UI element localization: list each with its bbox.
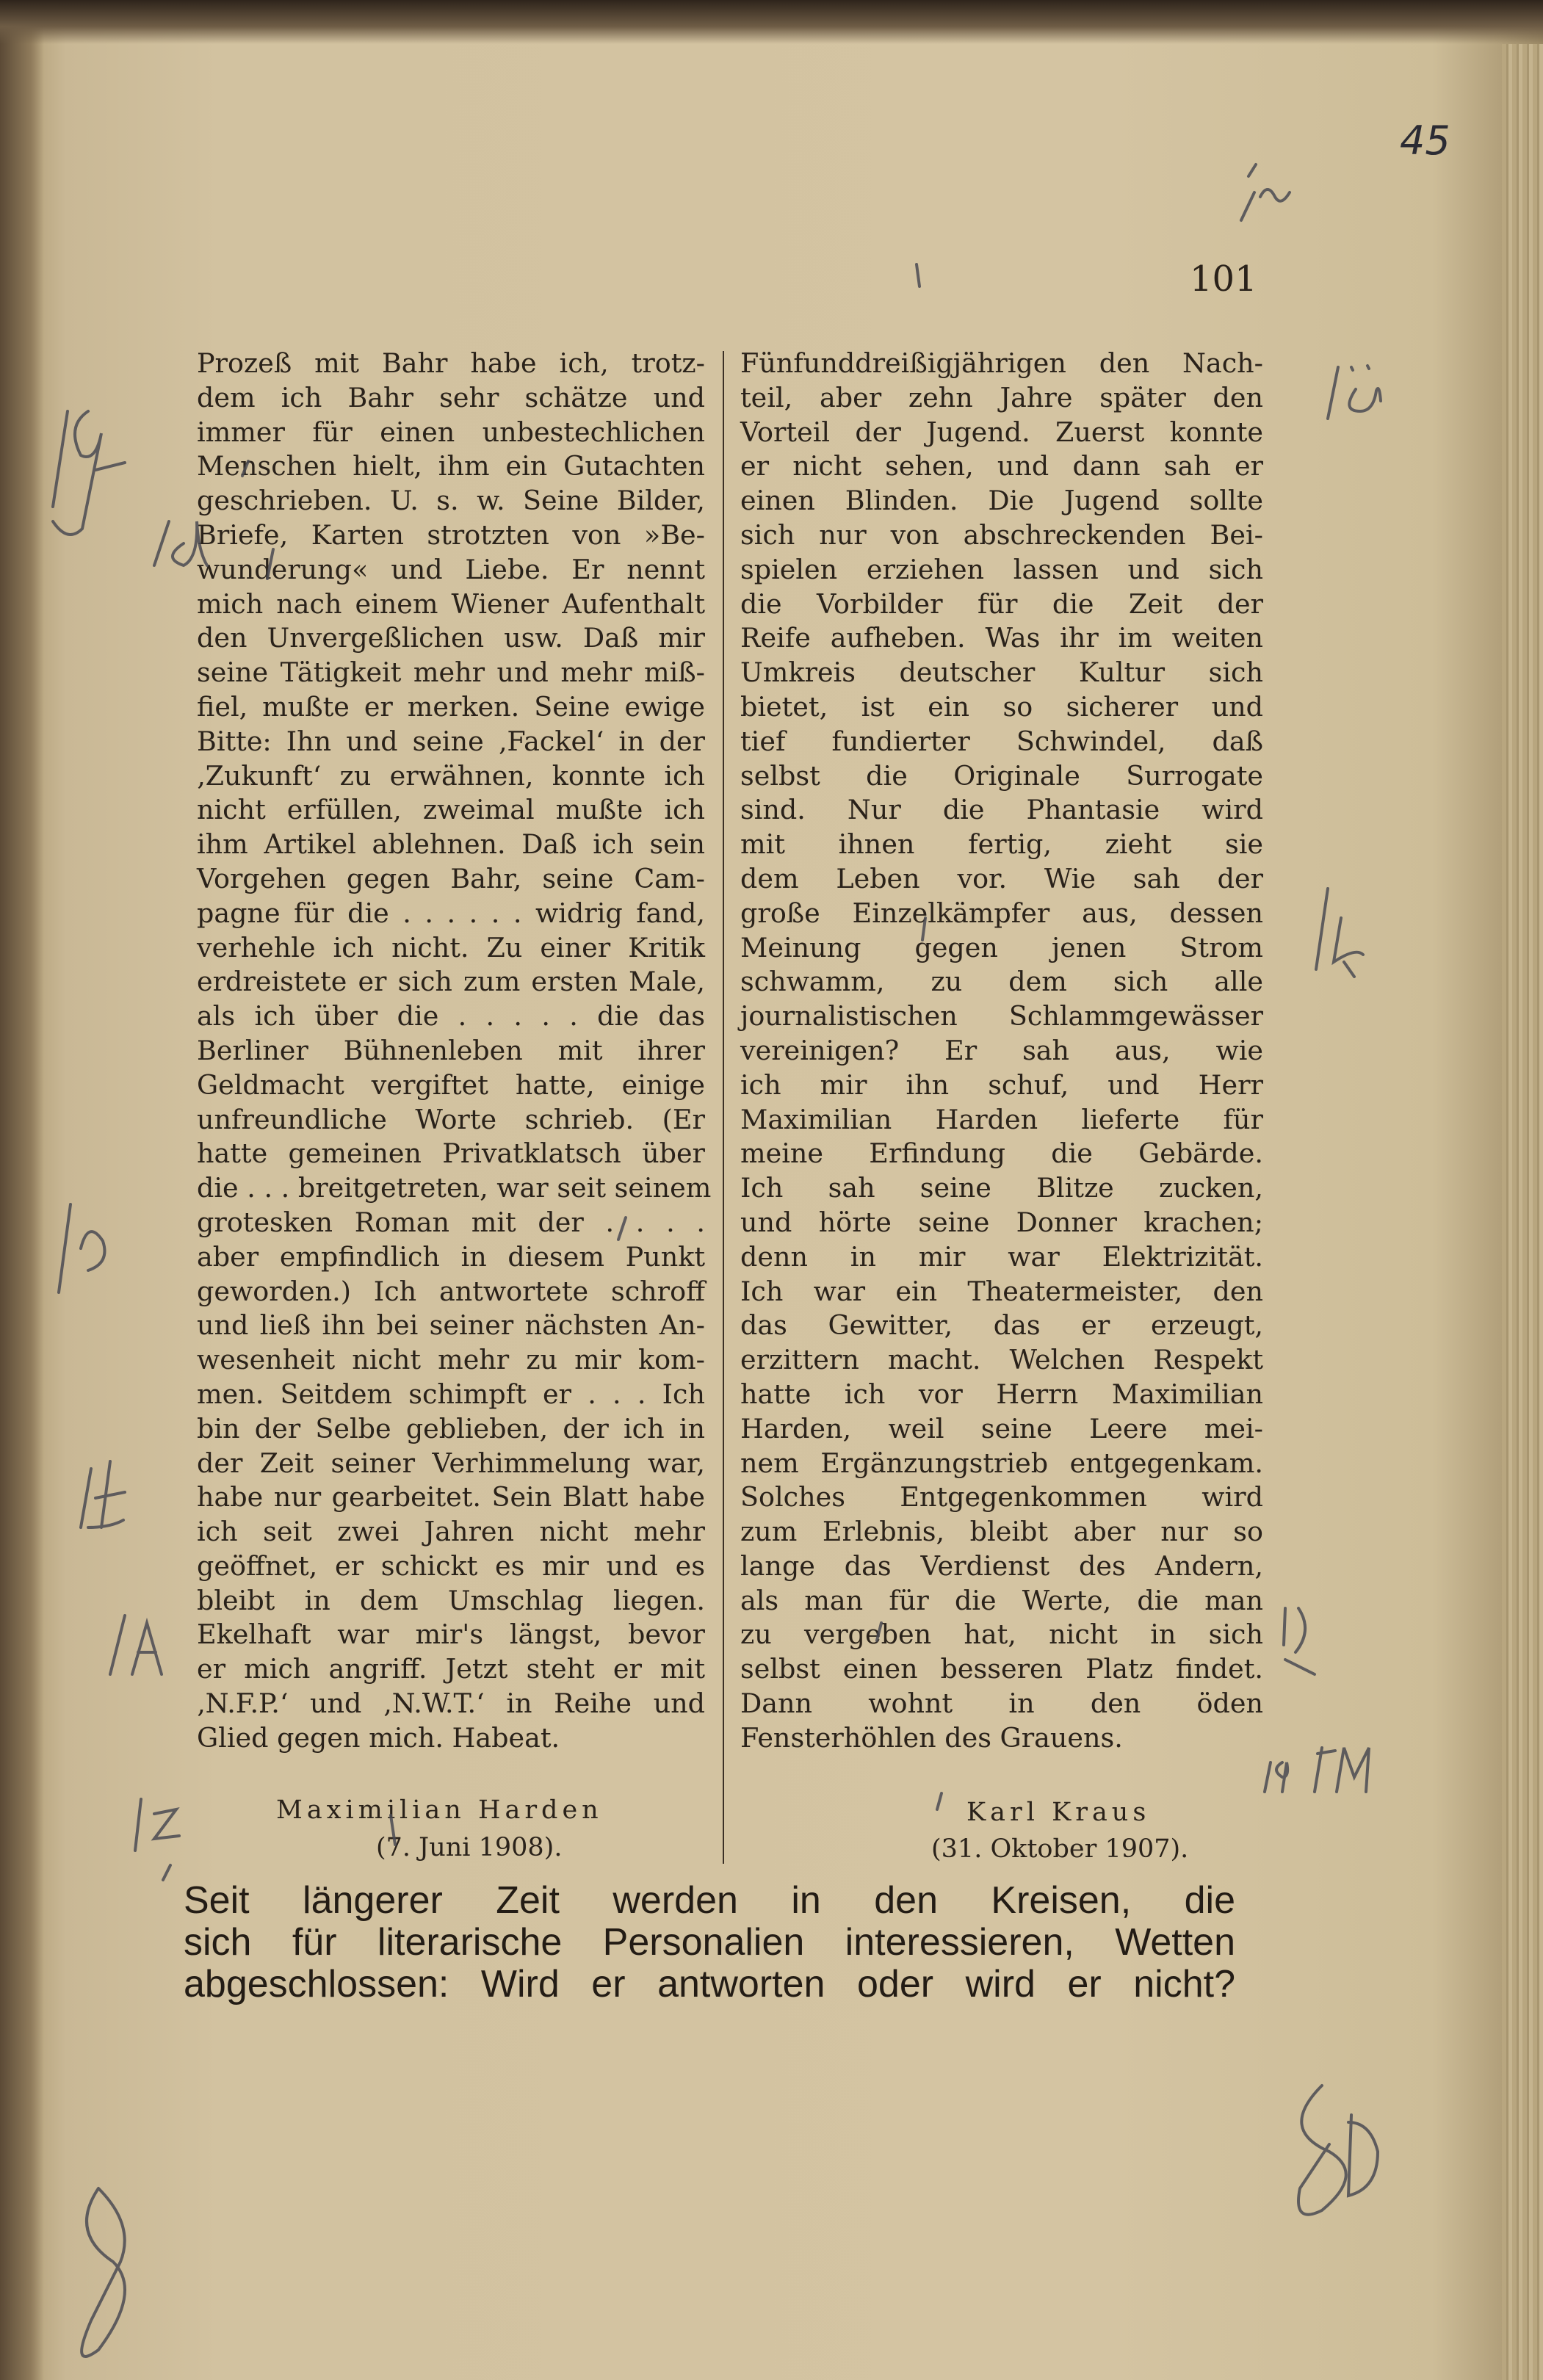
left-line: hatte gemeinen Privatklatsch über (197, 1137, 705, 1170)
closing-paragraph-line: abgeschlossen: Wird er antworten oder wird er nicht? (184, 1963, 1235, 2005)
left-line: wunderung« und Liebe. Er nennt (197, 553, 705, 585)
left-line: unfreundliche Worte schrieb. (Er (197, 1103, 705, 1135)
right-date: (31. Oktober 1907). (931, 1834, 1189, 1864)
right-line: große Einzelkämpfer aus, dessen (740, 897, 1263, 929)
left-line: erdreistete er sich zum ersten Male, (197, 966, 705, 998)
closing-paragraph-line: Seit längerer Zeit werden in den Kreisen, die (184, 1879, 1235, 1922)
left-line: nicht erfüllen, zweimal mußte ich (197, 794, 705, 826)
right-line: journalistischen Schlammgewässer (740, 1000, 1263, 1032)
left-line: ‚Zukunft‘ zu erwähnen, konnte ich (197, 759, 705, 792)
left-line: dem ich Bahr sehr schätze und (197, 381, 705, 413)
left-line: Glied gegen mich. Habeat. (197, 1721, 560, 1754)
left-line: er mich angriff. Jetzt steht er mit (197, 1653, 705, 1685)
left-line: Vorgehen gegen Bahr, seine Cam- (197, 862, 705, 894)
right-line: zu vergeben hat, nicht in sich (740, 1618, 1263, 1651)
right-line: Fensterhöhlen des Grauens. (740, 1721, 1123, 1754)
right-line: meine Erfindung die Gebärde. (740, 1137, 1263, 1170)
left-line: seine Tätigkeit mehr und mehr miß- (197, 657, 705, 689)
left-line: den Unvergeßlichen usw. Daß mir (197, 622, 705, 654)
right-line: spielen erziehen lassen und sich (740, 553, 1263, 585)
right-line: Dann wohnt in den öden (740, 1688, 1263, 1720)
left-line: als ich über die . . . . . die das (197, 1000, 705, 1032)
left-line: mich nach einem Wiener Aufenthalt (197, 587, 705, 620)
left-line: Menschen hielt, ihm ein Gutachten (197, 450, 705, 482)
left-line: Berliner Bühnenleben mit ihrer (197, 1034, 705, 1066)
right-line: erzittern macht. Welchen Respekt (740, 1344, 1263, 1376)
left-line: Bitte: Ihn und seine ‚Fackel‘ in der (197, 725, 705, 757)
right-line: Maximilian Harden lieferte für (740, 1103, 1263, 1135)
right-signature: Karl Kraus (966, 1798, 1151, 1827)
right-line: das Gewitter, das er erzeugt, (740, 1309, 1263, 1342)
right-line: er nicht sehen, und dann sah er (740, 450, 1263, 482)
left-line: verhehle ich nicht. Zu einer Kritik (197, 931, 705, 963)
page-number: 101 (1190, 258, 1257, 300)
right-line: Ich war ein Theatermeister, den (740, 1275, 1263, 1307)
right-line: lange das Verdienst des Andern, (740, 1549, 1263, 1582)
left-line: ich seit zwei Jahren nicht mehr (197, 1516, 705, 1548)
right-line: einen Blinden. Die Jugend sollte (740, 485, 1263, 517)
right-line: Umkreis deutscher Kultur sich (740, 657, 1263, 689)
right-line: Vorteil der Jugend. Zuerst konnte (740, 416, 1263, 448)
right-line: Ich sah seine Blitze zucken, (740, 1172, 1263, 1204)
right-line: bietet, ist ein so sicherer und (740, 690, 1263, 723)
right-line: nem Ergänzungstrieb entgegenkam. (740, 1447, 1263, 1479)
right-line: dem Leben vor. Wie sah der (740, 862, 1263, 894)
left-line: immer für einen unbestechlichen (197, 416, 705, 448)
left-line: geworden.) Ich antwortete schroff (197, 1275, 705, 1307)
right-line: Meinung gegen jenen Strom (740, 931, 1263, 963)
left-line: fiel, mußte er merken. Seine ewige (197, 690, 705, 723)
left-line: ihm Artikel ablehnen. Daß ich sein (197, 828, 705, 861)
right-line: denn in mir war Elektrizität. (740, 1240, 1263, 1273)
right-line: sind. Nur die Phantasie wird (740, 794, 1263, 826)
left-signature: Maximilian Harden (276, 1795, 603, 1825)
archive-number: 45 (1400, 117, 1450, 164)
right-line: sich nur von abschreckenden Bei- (740, 518, 1263, 551)
left-line: die . . . breitgetreten, war seit seinem (197, 1172, 712, 1204)
left-line: Prozeß mit Bahr habe ich, trotz- (197, 347, 705, 379)
left-line: Ekelhaft war mir's längst, bevor (197, 1618, 705, 1651)
right-line: vereinigen? Er sah aus, wie (740, 1034, 1263, 1066)
left-line: und ließ ihn bei seiner nächsten An- (197, 1309, 705, 1342)
closing-paragraph-line: sich für literarische Personalien interessieren, Wetten (184, 1921, 1235, 1964)
right-line: ich mir ihn schuf, und Herr (740, 1068, 1263, 1101)
right-line: selbst einen besseren Platz findet. (740, 1653, 1263, 1685)
right-line: tief fundierter Schwindel, daß (740, 725, 1263, 757)
left-line: pagne für die . . . . . . widrig fand, (197, 897, 705, 929)
right-line: die Vorbilder für die Zeit der (740, 587, 1263, 620)
left-line: habe nur gearbeitet. Sein Blatt habe (197, 1481, 705, 1513)
right-line: schwamm, zu dem sich alle (740, 966, 1263, 998)
right-line: hatte ich vor Herrn Maximilian (740, 1378, 1263, 1410)
left-line: aber empfindlich in diesem Punkt (197, 1240, 705, 1273)
left-line: der Zeit seiner Verhimmelung war, (197, 1447, 705, 1479)
right-line: mit ihnen fertig, zieht sie (740, 828, 1263, 861)
left-line: Briefe, Karten strotzten von »Be- (197, 518, 705, 551)
right-line: zum Erlebnis, bleibt aber nur so (740, 1516, 1263, 1548)
left-line: wesenheit nicht mehr zu mir kom- (197, 1344, 705, 1376)
left-line: bleibt in dem Umschlag liegen. (197, 1584, 705, 1616)
right-line: und hörte seine Donner krachen; (740, 1206, 1263, 1238)
right-line: Harden, weil seine Leere mei- (740, 1412, 1263, 1444)
left-date: (7. Juni 1908). (376, 1833, 563, 1862)
left-line: men. Seitdem schimpft er . . . Ich (197, 1378, 705, 1410)
right-line: selbst die Originale Surrogate (740, 759, 1263, 792)
right-line: Solches Entgegenkommen wird (740, 1481, 1263, 1513)
right-line: Fünfunddreißigjährigen den Nach- (740, 347, 1263, 379)
left-line: bin der Selbe geblieben, der ich in (197, 1412, 705, 1444)
right-line: als man für die Werte, die man (740, 1584, 1263, 1616)
right-line: teil, aber zehn Jahre später den (740, 381, 1263, 413)
left-line: grotesken Roman mit der . . . . (197, 1206, 705, 1238)
left-line: Geldmacht vergiftet hatte, einige (197, 1068, 705, 1101)
left-line: geöffnet, er schickt es mir und es (197, 1549, 705, 1582)
left-line: geschrieben. U. s. w. Seine Bilder, (197, 485, 705, 517)
left-line: ‚N.F.P.‘ und ‚N.W.T.‘ in Reihe und (197, 1688, 705, 1720)
right-line: Reife aufheben. Was ihr im weiten (740, 622, 1263, 654)
